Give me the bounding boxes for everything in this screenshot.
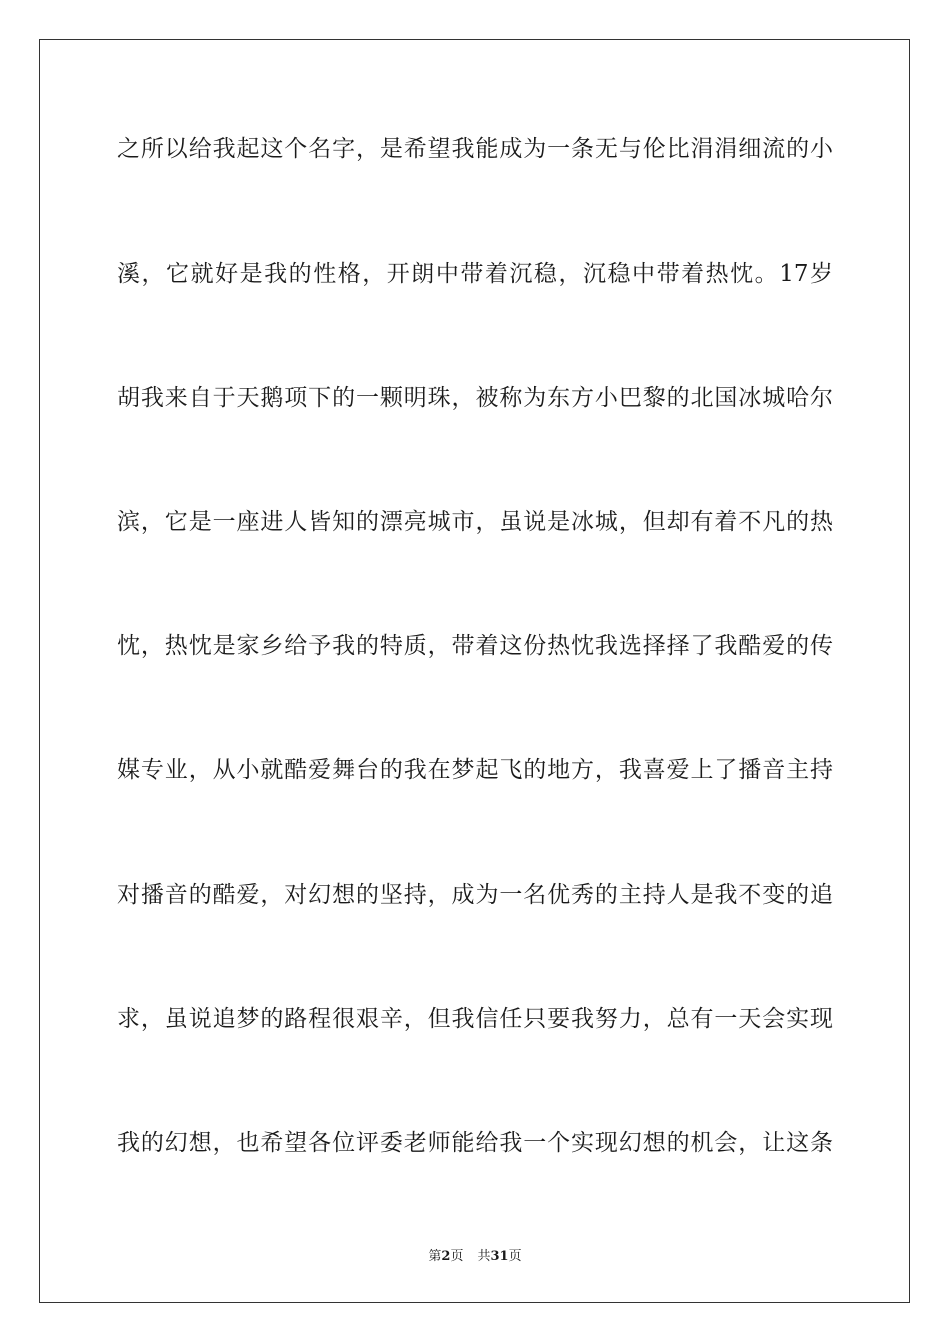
- body-text-line-1: 之所以给我起这个名字，是希望我能成为一条无与伦比涓涓细流的小: [117, 136, 833, 162]
- body-text-line-5: 忱，热忱是家乡给予我的特质，带着这份热忱我选择择了我酷爱的传: [117, 633, 833, 659]
- body-text-line-7: 对播音的酷爱，对幻想的坚持，成为一名优秀的主持人是我不变的追: [117, 882, 833, 908]
- total-pages-prefix: 共: [477, 1249, 491, 1264]
- page-border: [39, 39, 910, 1303]
- page-number-prefix: 第: [428, 1249, 442, 1264]
- body-text-line-4: 滨，它是一座进人皆知的漂亮城市，虽说是冰城，但却有着不凡的热: [117, 509, 833, 535]
- body-text-line-9: 我的幻想，也希望各位评委老师能给我一个实现幻想的机会，让这条: [117, 1130, 833, 1156]
- page-number: 2: [441, 1249, 451, 1264]
- body-text-line-6: 媒专业，从小就酷爱舞台的我在梦起飞的地方，我喜爱上了播音主持: [117, 757, 833, 783]
- total-pages: 31: [490, 1249, 509, 1264]
- page-number-suffix: 页: [450, 1249, 464, 1264]
- body-text-line-2: 溪，它就好是我的性格，开朗中带着沉稳，沉稳中带着热忱。17岁: [117, 261, 833, 287]
- body-text-line-3: 胡我来自于天鹅项下的一颗明珠，被称为东方小巴黎的北国冰城哈尔: [117, 385, 833, 411]
- body-text-line-8: 求，虽说追梦的路程很艰辛，但我信任只要我努力，总有一天会实现: [117, 1006, 833, 1032]
- page-footer: [0, 1245, 950, 1264]
- total-pages-suffix: 页: [508, 1249, 522, 1264]
